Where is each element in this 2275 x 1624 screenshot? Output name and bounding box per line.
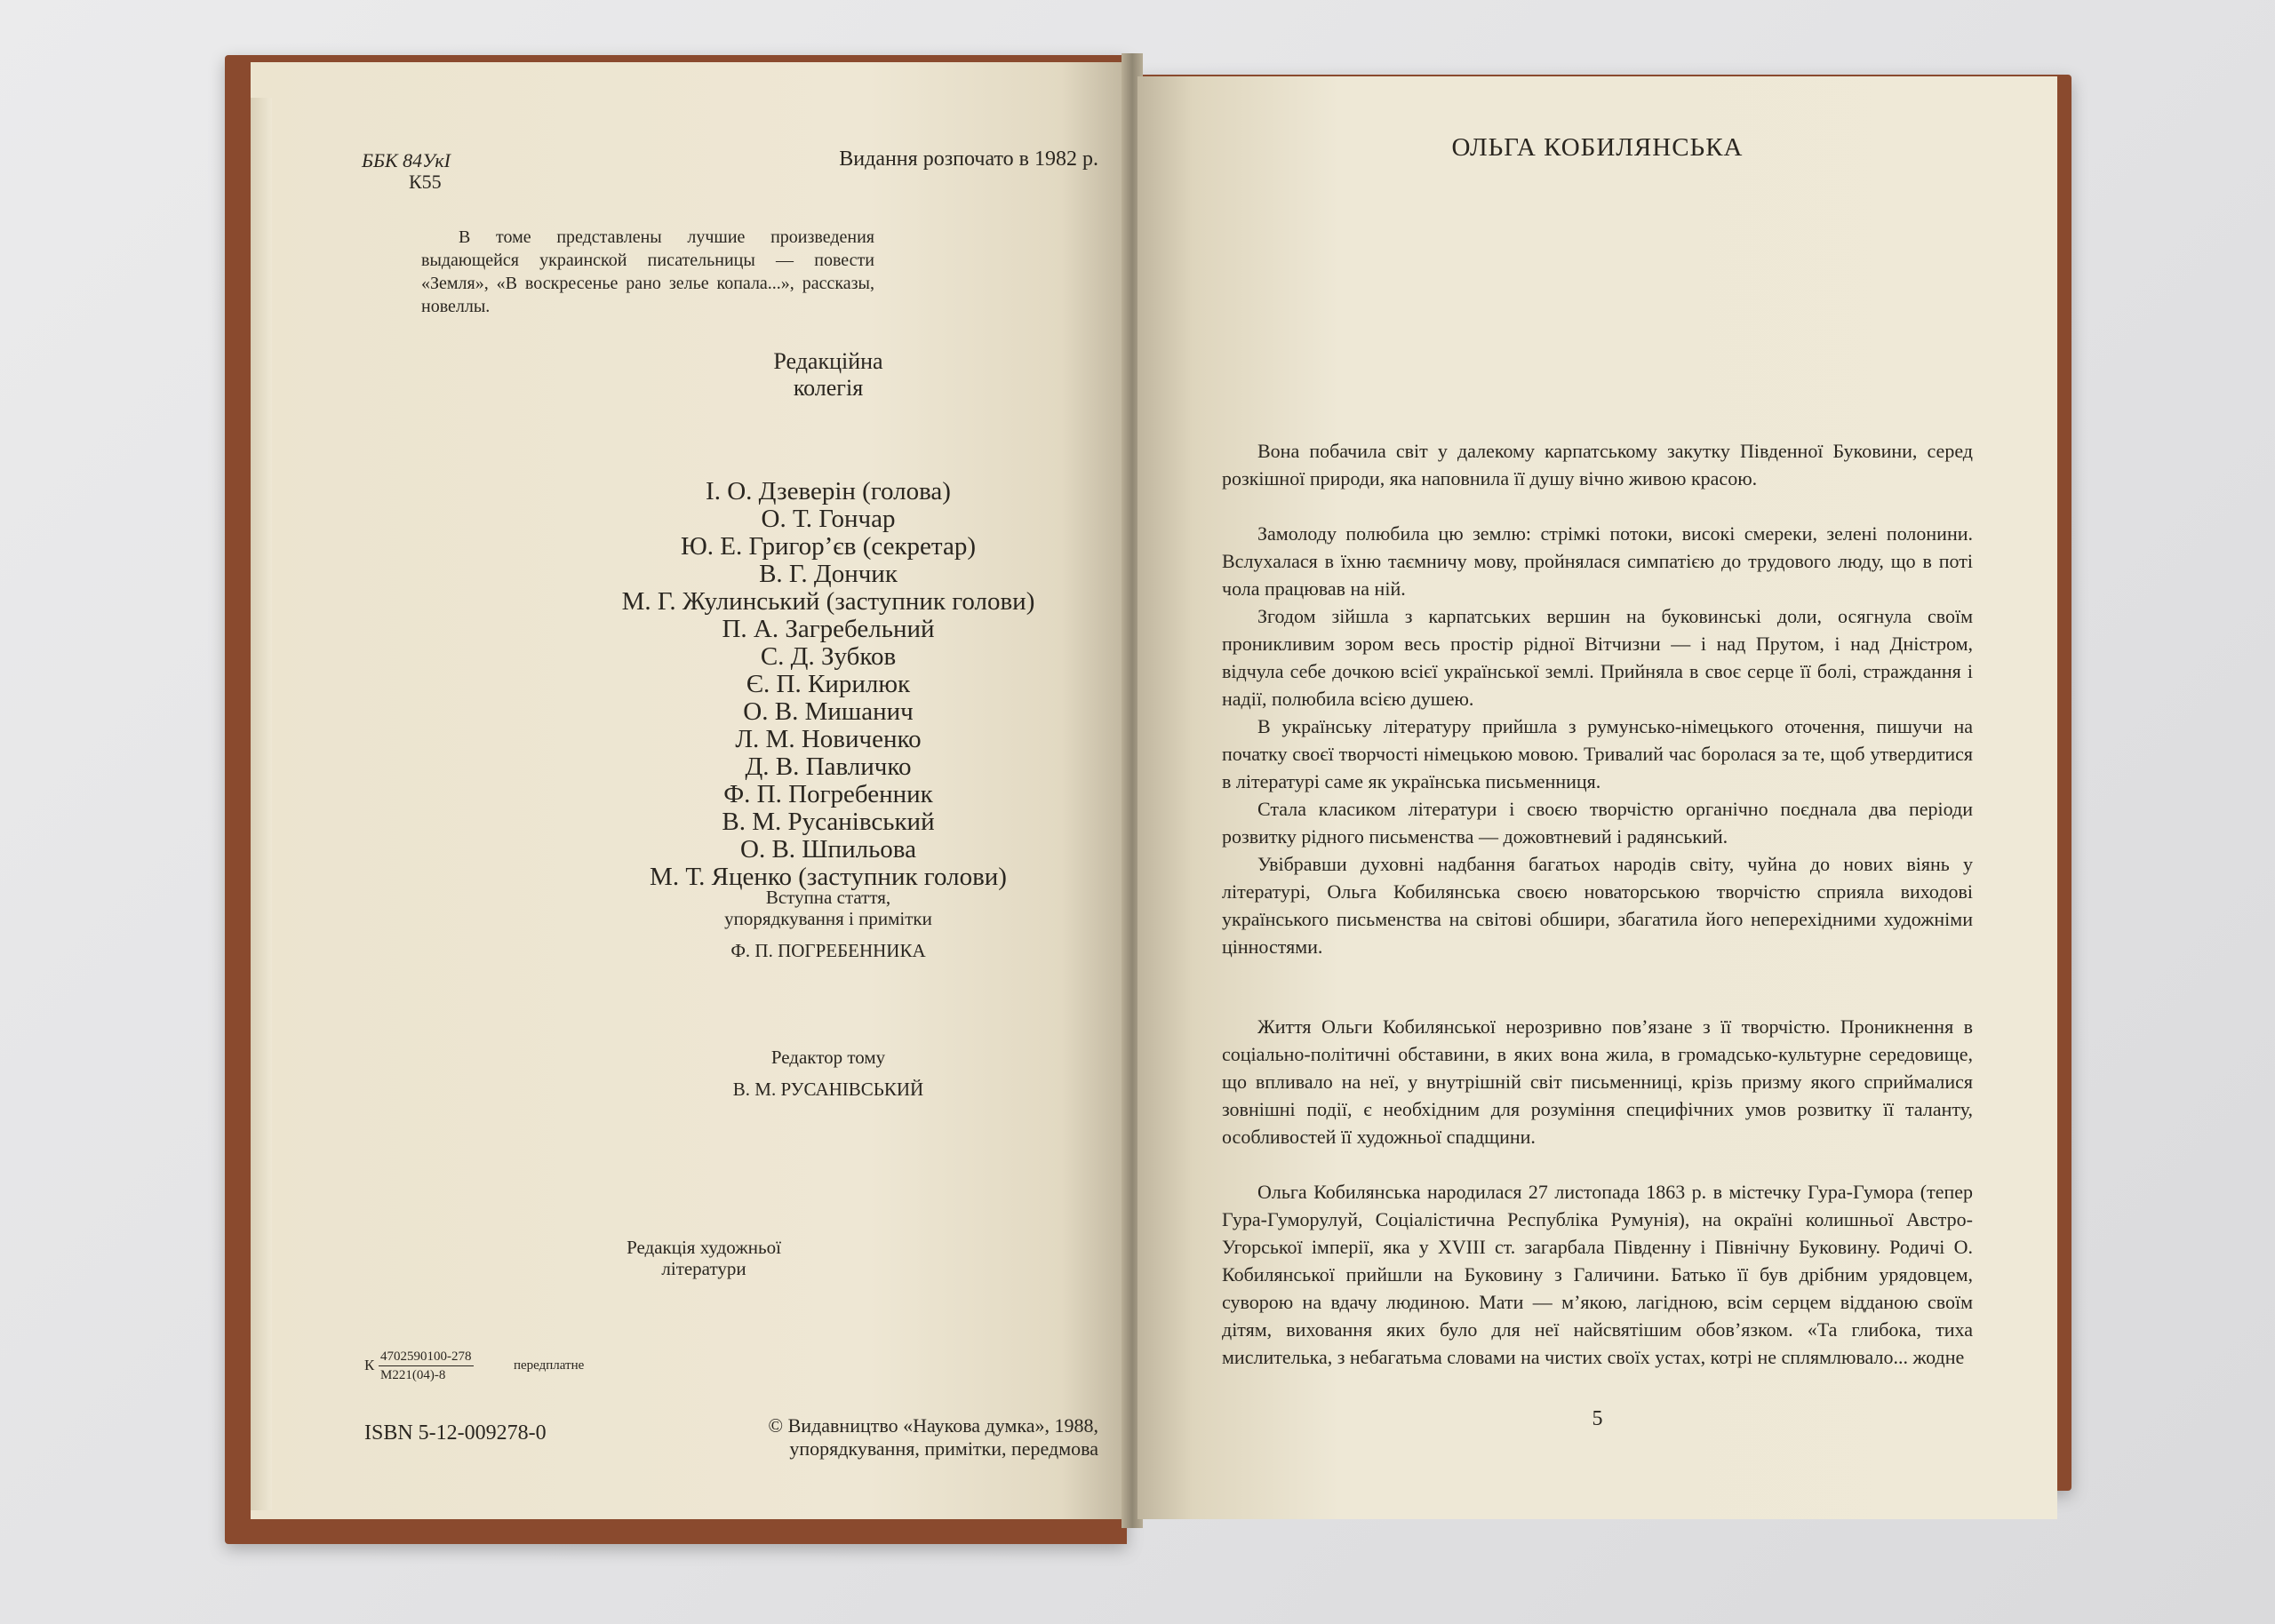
intro-label-line-2: упорядкування і примітки bbox=[724, 908, 932, 929]
editor-name: В. М. РУСАНІВСЬКИЙ bbox=[732, 1079, 924, 1100]
edition-line-2: літератури bbox=[661, 1258, 746, 1279]
left-page bbox=[251, 62, 1132, 1519]
paragraph: В українську літературу прийшла з румунсько-німецького оточення, пишучи на початку своєї творчості німецькою мовою. Тривалий час боролася за те, щоб утвердитися в літературі саме як українська письменниця. bbox=[1222, 715, 1973, 792]
page-number: 5 bbox=[1592, 1407, 1603, 1430]
annotation-text: В томе представлены лучшие произведения выдающейся украинской писательницы — повести «Земля», «В воскресенье рано зелье копала...», рассказы, новеллы. bbox=[421, 227, 874, 316]
copyright bbox=[768, 1414, 1098, 1461]
intro-credit bbox=[606, 887, 1050, 961]
board-member: Л. М. Новиченко bbox=[735, 725, 922, 753]
page-title: ОЛЬГА КОБИЛЯНСЬКА bbox=[1451, 133, 1744, 162]
paragraph: Вона побачила світ у далекому карпатському закутку Південної Буковини, серед розкішної природи, яка наповнила її душу вічно живою красою. bbox=[1222, 440, 1973, 490]
price-code-numerator: 4702590100-278 bbox=[379, 1348, 474, 1366]
price-code-letter: К bbox=[364, 1357, 375, 1373]
board-member: О. Т. Гончар bbox=[761, 505, 896, 533]
board-member: Д. В. Павличко bbox=[745, 752, 912, 781]
board-member: І. О. Дзеверін (голова) bbox=[706, 477, 951, 506]
right-page bbox=[1138, 76, 2057, 1519]
board-heading-line-1: Редакційна bbox=[773, 348, 883, 374]
intro-author: Ф. П. ПОГРЕБЕННИКА bbox=[730, 940, 926, 961]
bbk-code: ББК 84УкІ bbox=[362, 149, 451, 171]
editor-credit bbox=[606, 1047, 1050, 1100]
paragraph: Згодом зійшла з карпатських вершин на буковинські доли, осягнула своїм проникливим зором весь простір рідної Вітчизни — і над Прутом, і над Дністром, відчула себе дочкою всієї української землі. Прийняла в своє серце її болі, страждання і надії, полюбила всією душею. bbox=[1222, 605, 1973, 710]
edition-line-1: Редакція художньої bbox=[627, 1237, 781, 1258]
edition-office bbox=[597, 1237, 810, 1279]
paragraph: Життя Ольги Кобилянської нерозривно пов’язане з її творчістю. Проникнення в соціально-політичні обставини, в яких вона жила, в громадсько-культурне середовище, що впливало на неї, у внутрішній світ письменниці, крізь призму якого сприймалися зовнішні події, є необхідним для розуміння специфічних умов розвитку її таланту, особливостей її художньої спадщини. bbox=[1222, 1015, 1973, 1148]
board-member: С. Д. Зубков bbox=[760, 642, 897, 671]
board-member: М. Т. Яценко (заступник голови) bbox=[650, 863, 1007, 891]
price-code bbox=[364, 1348, 585, 1384]
paragraph: Увібравши духовні надбання багатьох народів світу, чуйна до нових віянь у літературі, Ольга Кобилянська своєю новаторською творчістю сприяла виходові українського письменства на світові обшири, збагатила його неперехідними художніми цінностями. bbox=[1222, 853, 1973, 958]
editorial-board-list bbox=[606, 478, 1050, 891]
copyright-line-1: © Видавництво «Наукова думка», 1988, bbox=[768, 1414, 1098, 1437]
paragraph: Стала класиком літератури і своєю творчістю органічно поєднала два періоди розвитку рідного письменства — дожовтневий і радянський. bbox=[1222, 798, 1973, 848]
author-code: К55 bbox=[409, 171, 442, 193]
isbn: ISBN 5-12-009278-0 bbox=[364, 1421, 547, 1445]
paragraph: Ольга Кобилянська народилася 27 листопада 1863 р. в містечку Гура-Гумора (тепер Гура-Гуморулуй, Соціалістична Республіка Румунія), на окраїні колишньої Австро-Угорської імперії, яка у XVIII ст. загарбала Південну і Північну Буковину. Родичі О. Кобилянської прийшли на Буковину з Галичини. Батько її був дрібним урядовцем, суворою на вдачу людиною. Мати — м’якою, лагідною, всім серцем відданою своїм дітям, виховання яких було для неї найсвятішим обов’язком. «Та глибока, тиха мислителька, з небагатьма словами на чистих своїх устах, котрі не сплямлювало... жодне bbox=[1222, 1181, 1973, 1368]
board-member: В. М. Русанівський bbox=[722, 808, 935, 836]
board-member: Ю. Е. Григор’єв (секретар) bbox=[681, 532, 976, 561]
series-note: Видання розпочато в 1982 р. bbox=[839, 147, 1098, 171]
board-heading-line-2: колегія bbox=[793, 375, 864, 401]
price-code-denominator: М221(04)-8 bbox=[380, 1368, 446, 1382]
board-member: В. Г. Дончик bbox=[759, 560, 898, 588]
board-member: Ф. П. Погребенник bbox=[723, 780, 933, 808]
board-heading bbox=[606, 348, 1050, 402]
editor-label: Редактор тому bbox=[770, 1047, 886, 1068]
board-member: М. Г. Жулинський (заступник голови) bbox=[621, 587, 1035, 616]
board-member: П. А. Загребельний bbox=[722, 615, 935, 643]
intro-label-line-1: Вступна стаття, bbox=[765, 887, 891, 908]
paragraph: Замолоду полюбила цю землю: стрімкі потоки, високі смереки, зелені полонини. Вслухалася в їхню таємничу мову, пройнялася симпатією до трудового люду, що в поті чола працював на ній. bbox=[1222, 522, 1973, 600]
board-member: Є. П. Кирилюк bbox=[746, 670, 911, 698]
board-member: О. В. Мишанич bbox=[743, 697, 914, 726]
price-code-note: передплатне bbox=[514, 1358, 585, 1373]
copyright-line-2: упорядкування, примітки, передмова bbox=[789, 1437, 1098, 1460]
board-member: О. В. Шпильова bbox=[740, 835, 916, 864]
